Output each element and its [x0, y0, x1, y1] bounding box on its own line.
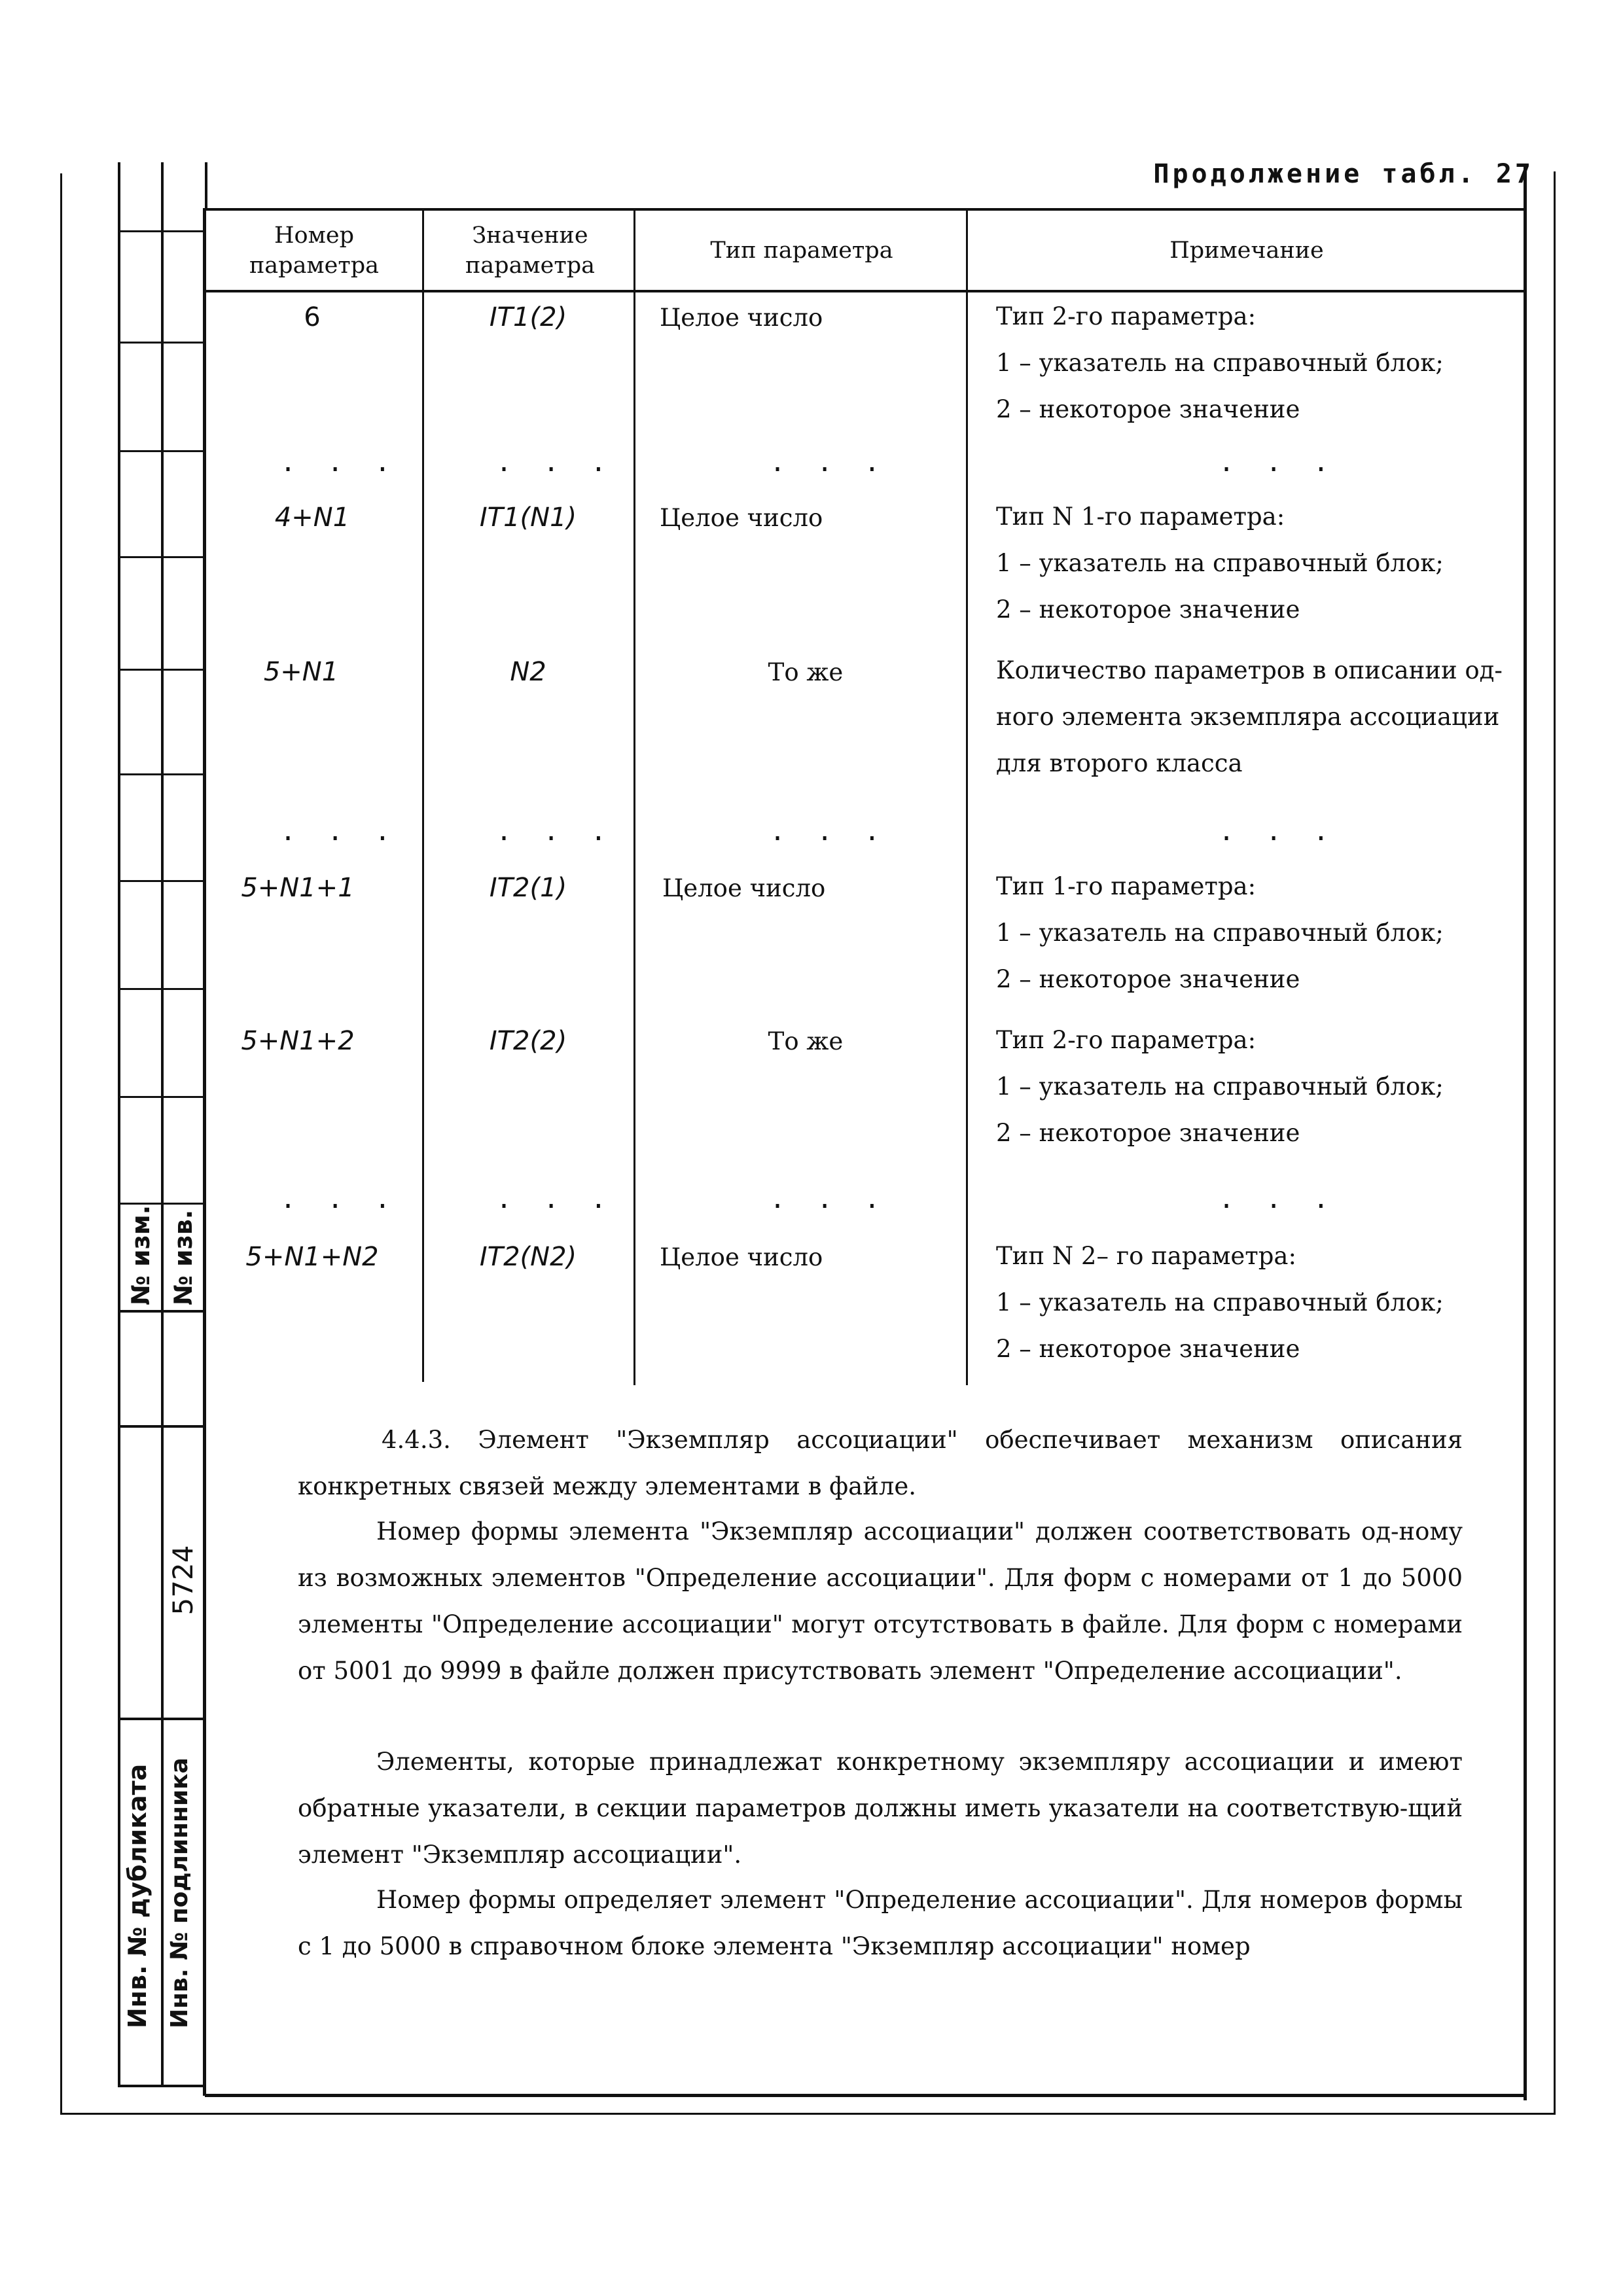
stamp-cell-line: [118, 1718, 206, 1720]
frame-bottom-border: [205, 2094, 1527, 2097]
stamp-podlinnik-label: Инв. № подлинника: [166, 1757, 193, 2028]
row-value: N2: [510, 657, 546, 687]
outer-left-line: [60, 173, 62, 2113]
table-caption: Продолжение табл. 27: [1153, 159, 1534, 189]
stamp-cell-line: [118, 1425, 206, 1428]
row-value: IT1(2): [489, 302, 567, 332]
row-num: 5+N1+2: [241, 1026, 355, 1056]
row-note: Количество параметров в описании од- ного элемента экземпляра ассоциации для второго класса: [996, 656, 1503, 777]
frame-top-left-stub: [205, 162, 207, 208]
row-note: Тип N 1-го параметра: 1 – указатель на справочный блок; 2 – некоторое значение: [996, 503, 1444, 624]
row-value: IT1(N1): [479, 503, 577, 533]
header-param-type: Тип параметра: [710, 238, 893, 264]
row-note: Тип 2-го параметра: 1 – указатель на справочный блок; 2 – некоторое значение: [996, 302, 1444, 423]
stamp-cell-line: [118, 1310, 206, 1313]
stamp-cell-line: [118, 230, 206, 232]
row-type: Целое число: [660, 304, 823, 332]
stamp-doc-number: 5724: [167, 1545, 199, 1616]
row-num: 4+N1: [274, 503, 350, 533]
stamp-cell-line: [118, 1203, 206, 1205]
row-ellipsis: . . .: [1219, 1184, 1337, 1214]
row-num: 5+N1+N2: [245, 1242, 379, 1272]
row-ellipsis: . . .: [496, 817, 615, 847]
stamp-cell-line: [118, 342, 206, 344]
row-ellipsis: . . .: [280, 1184, 399, 1214]
row-ellipsis: . . .: [770, 1184, 888, 1214]
stamp-cell-line: [118, 773, 206, 775]
outer-bottom-line: [60, 2113, 1556, 2115]
stamp-izm-label: № изм.: [126, 1205, 155, 1305]
row-type: То же: [768, 658, 844, 686]
row-type: Целое число: [660, 504, 823, 532]
row-type: Целое число: [662, 874, 826, 902]
row-ellipsis: . . .: [1219, 448, 1337, 478]
row-ellipsis: . . .: [496, 448, 615, 478]
stamp-dublikat-label: Инв. № дубликата: [123, 1763, 152, 2028]
table-col-divider-1: [422, 211, 424, 1382]
row-ellipsis: . . .: [770, 448, 888, 478]
row-num: 6: [304, 302, 321, 332]
header-param-value: Значение параметра: [465, 222, 596, 279]
paragraph-4-4-3: 4.4.3. Элемент "Экземпляр ассоциации" обеспечивает механизм описания конкретных связей между элементами в файле.: [298, 1426, 1463, 1500]
stamp-cell-line: [118, 556, 206, 558]
paragraph-form-number: Номер формы элемента "Экземпляр ассоциации" должен соответствовать од-ному из возможных элементов "Определение ассоциации". Для форм с номерами от 1 до 5000 элементы "Определение ассоциации" могут отсутствовать в файле. Для форм с номерами от 5001 до 9999 в файле должен присутствовать элемент "Определение ассоциации".: [298, 1517, 1463, 1685]
header-note: Примечание: [1169, 238, 1324, 264]
row-ellipsis: . . .: [280, 448, 399, 478]
row-num: 5+N1: [263, 657, 339, 687]
row-num: 5+N1+1: [241, 873, 355, 903]
stamp-izv-label: № изв.: [169, 1209, 198, 1305]
header-param-number: Номер параметра: [249, 222, 380, 279]
row-ellipsis: . . .: [280, 817, 399, 847]
stamp-cell-line: [118, 450, 206, 452]
stamp-cell-line: [118, 1096, 206, 1098]
outer-right-line: [1554, 171, 1556, 2115]
row-value: IT2(2): [489, 1026, 567, 1056]
row-ellipsis: . . .: [770, 817, 888, 847]
table-col-divider-2: [633, 211, 635, 1385]
row-value: IT2(1): [489, 873, 567, 903]
row-ellipsis: . . .: [1219, 817, 1337, 847]
row-value: IT2(N2): [479, 1242, 577, 1272]
table-col-divider-3: [966, 211, 968, 1385]
stamp-line-c: [203, 208, 206, 2096]
row-note: Тип N 2– го параметра: 1 – указатель на справочный блок; 2 – некоторое значение: [996, 1242, 1444, 1363]
row-note: Тип 2-го параметра: 1 – указатель на справочный блок; 2 – некоторое значение: [996, 1026, 1444, 1147]
row-ellipsis: . . .: [496, 1184, 615, 1214]
row-note: Тип 1-го параметра: 1 – указатель на справочный блок; 2 – некоторое значение: [996, 872, 1444, 993]
row-type: То же: [768, 1027, 844, 1055]
paragraph-form-defines: Номер формы определяет элемент "Определение ассоциации". Для номеров формы с 1 до 5000 в справочном блоке элемента "Экземпляр ассоциации" номер: [298, 1886, 1463, 1960]
stamp-cell-line: [118, 988, 206, 990]
row-type: Целое число: [660, 1243, 823, 1271]
paragraph-elements: Элементы, которые принадлежат конкретному экземпляру ассоциации и имеют обратные указатели, в секции параметров должны иметь указатели на соответствую-щий элемент "Экземпляр ассоциации".: [298, 1748, 1463, 1869]
stamp-bottom-line: [118, 2085, 206, 2087]
